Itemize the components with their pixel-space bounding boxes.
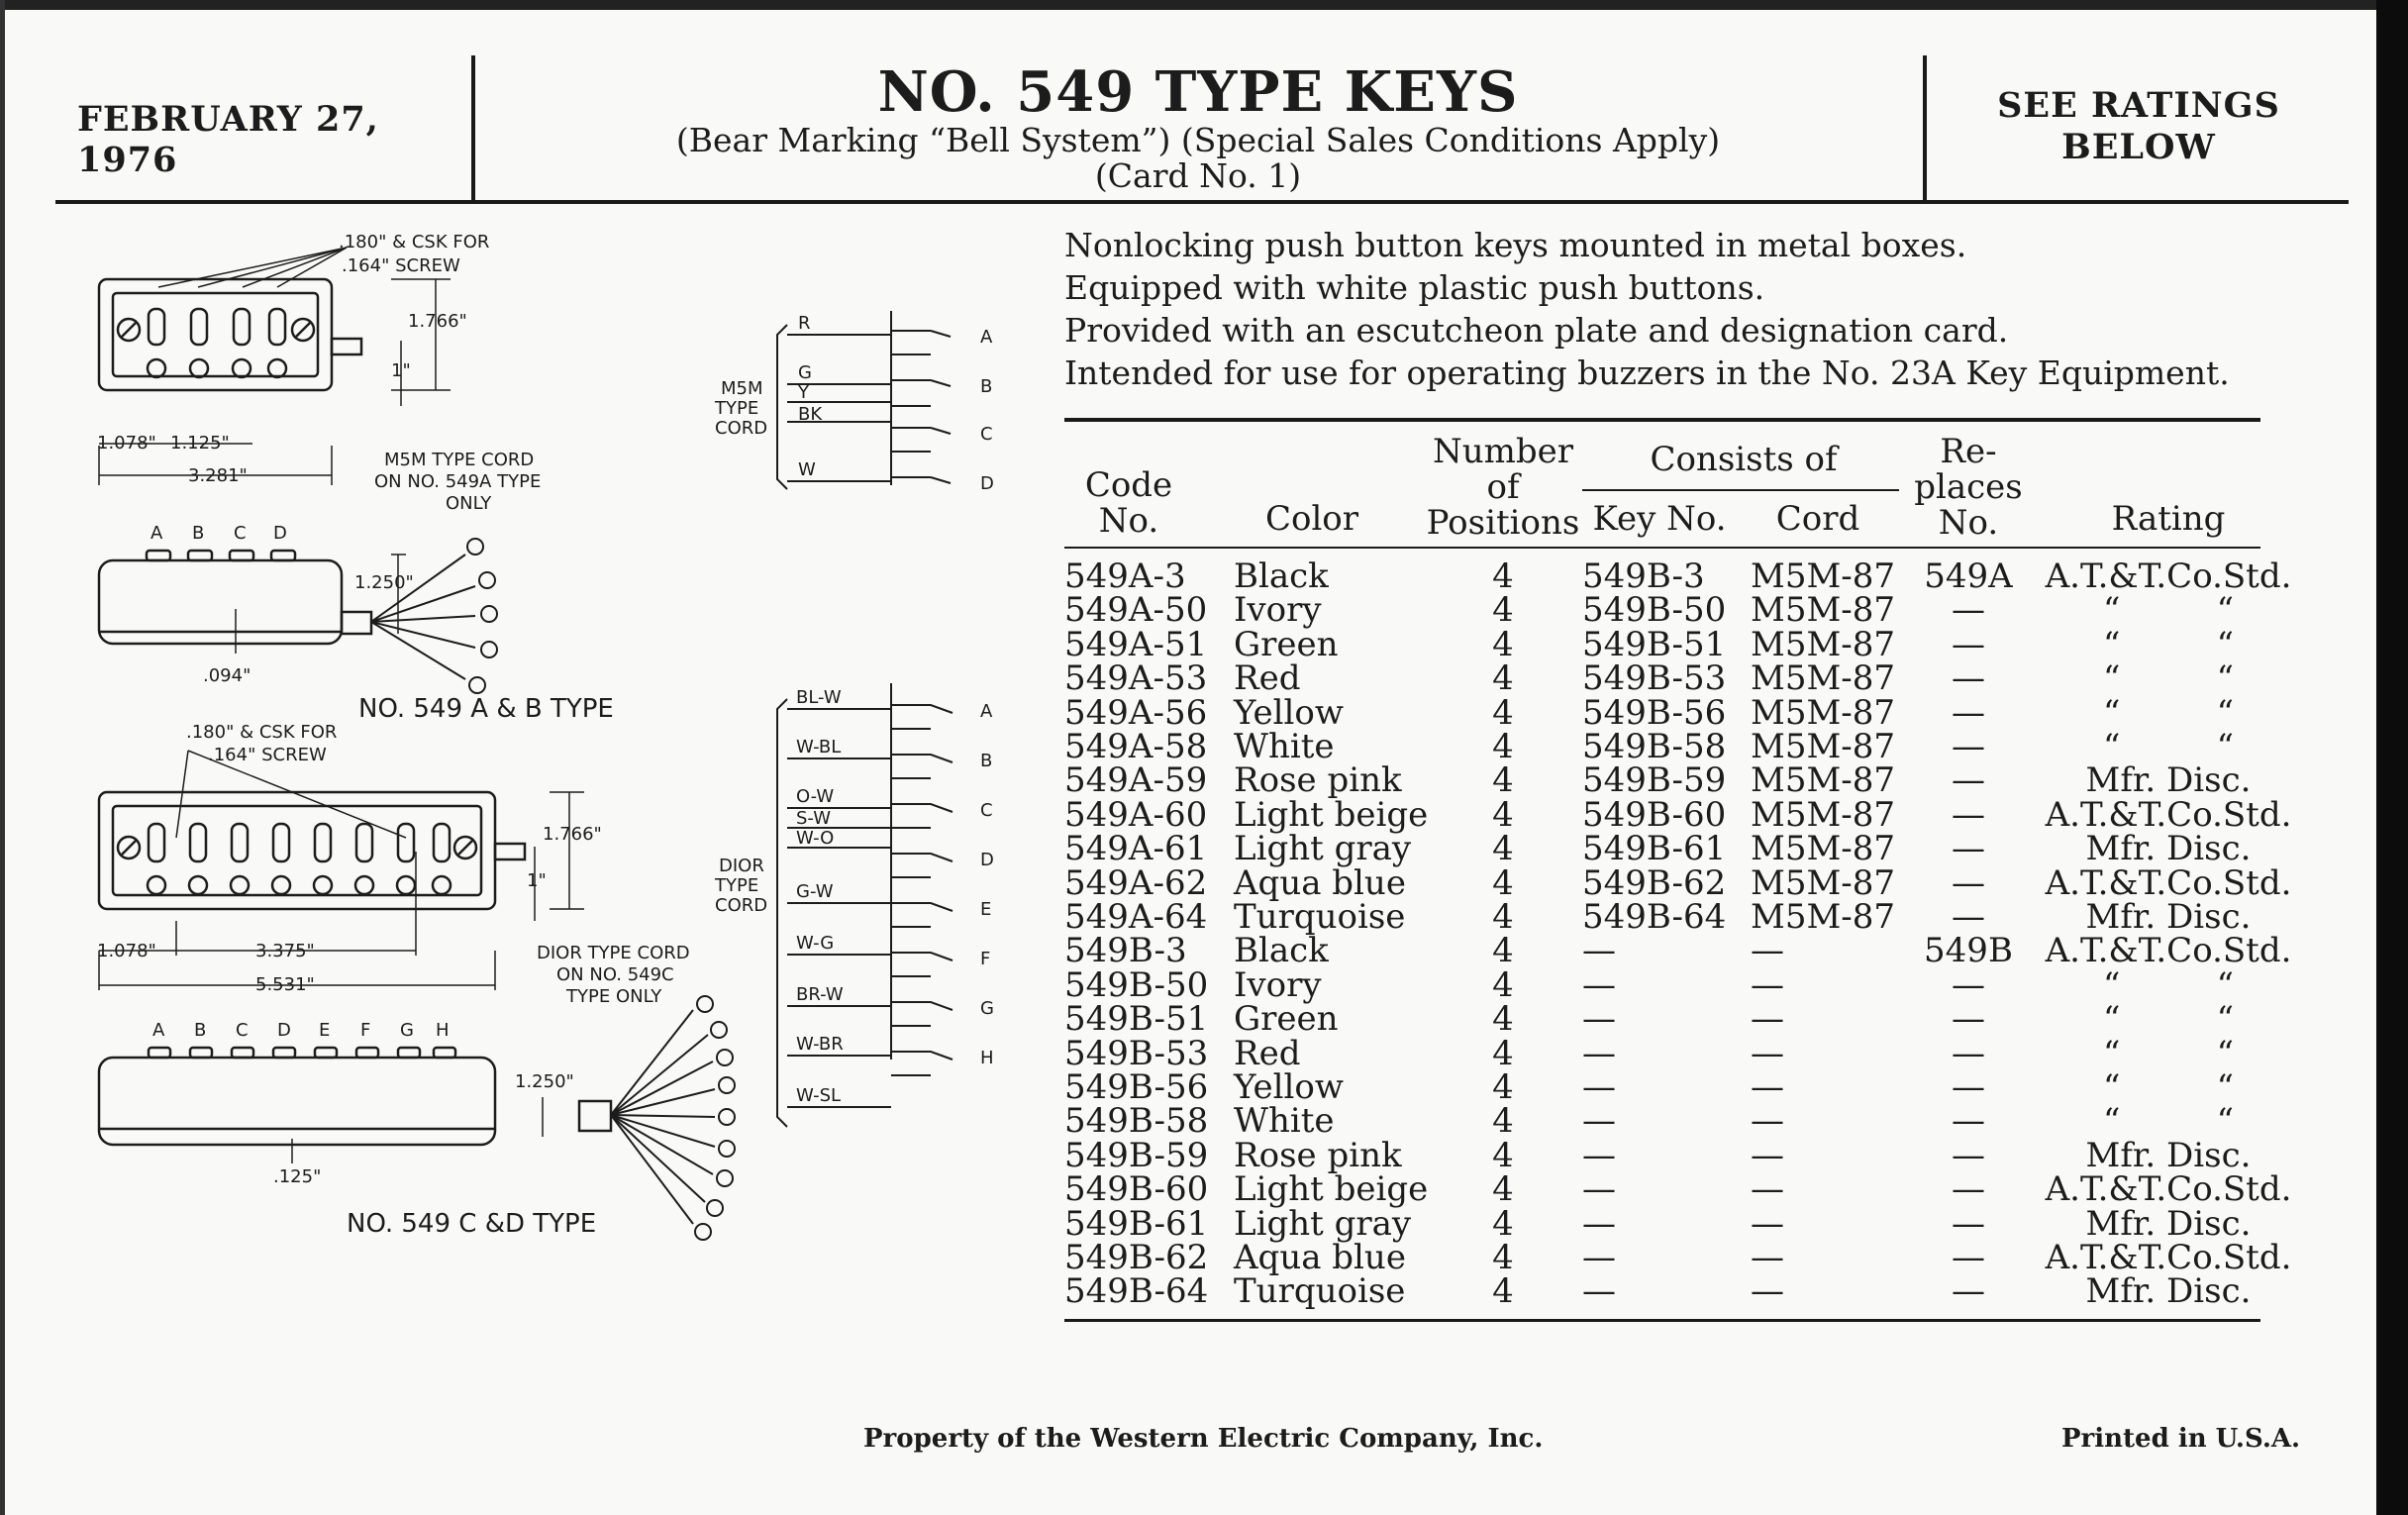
dior-switch-contact <box>891 705 953 713</box>
cell-pos: 4 <box>1492 692 1514 733</box>
cell-cord: M5M-87 <box>1751 624 1896 664</box>
cell-key: 549B-56 <box>1582 692 1727 733</box>
dior-label-line: CORD <box>715 895 768 916</box>
key-letter-ab: D <box>273 523 287 544</box>
cell-color: Red <box>1234 658 1301 699</box>
cell-color: Green <box>1234 999 1339 1040</box>
push-button-ab <box>149 309 164 345</box>
table-header-rule <box>1064 547 2260 549</box>
cord-grommet-ab <box>332 339 361 354</box>
ratings-note-line-1: SEE RATINGS <box>1997 85 2280 126</box>
m5m-terminal: D <box>980 473 994 494</box>
page-title: NO. 549 TYPE KEYS <box>877 59 1519 125</box>
dior-terminal: G <box>980 998 994 1019</box>
header-positions-line: Positions <box>1426 503 1580 543</box>
cell-rating: “ “ <box>2102 692 2235 733</box>
dim-1125-ab: 1.125" <box>170 433 230 454</box>
cell-key: — <box>1582 964 1616 1005</box>
dior-switch-contact <box>891 854 953 861</box>
cell-color: Light gray <box>1234 1203 1412 1244</box>
cell-rep: — <box>1952 1101 1985 1142</box>
key-letter-ab: B <box>192 523 205 544</box>
cord-exit-cd <box>579 1101 611 1131</box>
cell-key: — <box>1582 1101 1616 1142</box>
cell-key: 549B-3 <box>1582 556 1705 596</box>
cell-cord: — <box>1751 1238 1784 1277</box>
cell-pos: 4 <box>1492 658 1514 699</box>
footer-printed: Printed in U.S.A. <box>2061 1424 2301 1454</box>
cell-key: — <box>1582 1203 1616 1244</box>
key-letter-cd: D <box>277 1020 291 1041</box>
card-number: (Card No. 1) <box>1094 156 1302 195</box>
cell-key: — <box>1582 1271 1616 1312</box>
header-key-line: Key No. <box>1592 499 1727 539</box>
key-letter-ab: A <box>150 523 163 544</box>
cell-color: Light beige <box>1234 1169 1429 1210</box>
cell-code: 549B-58 <box>1064 1101 1209 1142</box>
cell-cord: — <box>1751 1101 1784 1142</box>
dim-5531-cd: 5.531" <box>255 974 315 995</box>
push-buttons-cd <box>149 824 450 861</box>
header-rating <box>2050 501 2287 537</box>
m5m-terminal: C <box>980 424 993 445</box>
cell-cord: M5M-87 <box>1751 760 1896 801</box>
header-rating-line: Rating <box>2111 499 2226 539</box>
cell-key: — <box>1582 1169 1616 1210</box>
dior-wire-label: BR-W <box>796 984 844 1005</box>
cell-cord: — <box>1751 1135 1784 1175</box>
issue-date: FEBRUARY 27, 1976 <box>77 99 379 180</box>
key-letter-cd: E <box>319 1020 331 1041</box>
description-line: Provided with an escutcheon plate and designation card. <box>1064 311 2009 350</box>
csk-note-cd-2: .164" SCREW <box>208 745 327 765</box>
cell-cord: M5M-87 <box>1751 658 1896 699</box>
cell-pos: 4 <box>1492 1101 1514 1142</box>
cell-code: 549B-59 <box>1064 1135 1209 1175</box>
cell-cord: — <box>1751 1033 1784 1073</box>
cell-color: Green <box>1234 624 1339 664</box>
cell-rep: 549A <box>1924 556 2013 596</box>
cell-rating: “ “ <box>2102 727 2235 766</box>
cell-code: 549A-56 <box>1064 692 1208 733</box>
cell-rep: — <box>1952 1203 1985 1244</box>
header-consists-line: Consists of <box>1650 440 1838 479</box>
cell-key: — <box>1582 1033 1616 1073</box>
ratings-note <box>1941 85 2337 168</box>
m5m-label-line: TYPE <box>715 398 759 419</box>
dior-wire-label: W-G <box>796 933 835 954</box>
cell-pos: 4 <box>1492 1067 1514 1107</box>
m5m-terminal: A <box>980 327 993 348</box>
key-letter-cd: A <box>152 1020 165 1041</box>
cell-rating: “ “ <box>2102 658 2235 699</box>
cell-rep: — <box>1952 1238 1985 1277</box>
table-bottom-rule <box>1064 1319 2260 1322</box>
push-button-ab <box>234 309 250 345</box>
dior-wire-label: O-W <box>796 786 835 807</box>
cell-color: Ivory <box>1234 964 1322 1005</box>
cell-rep: — <box>1952 964 1985 1005</box>
key-caps-cd-side <box>149 1048 455 1058</box>
cell-code: 549B-50 <box>1064 964 1209 1005</box>
dior-label-line: DIOR <box>719 856 764 876</box>
lamp-hole-ab <box>190 359 208 377</box>
cell-rating: Mfr. Disc. <box>2085 1203 2252 1244</box>
cell-rep: — <box>1952 829 1985 869</box>
cell-pos: 4 <box>1492 964 1514 1005</box>
cell-pos: 4 <box>1492 1033 1514 1073</box>
cell-key: 549B-61 <box>1582 829 1727 869</box>
cell-cord: — <box>1751 1169 1784 1210</box>
mechanical-drawing <box>0 0 1050 1287</box>
cell-color: Yellow <box>1234 692 1344 733</box>
cell-cord: M5M-87 <box>1751 590 1896 631</box>
cell-rating: Mfr. Disc. <box>2085 1135 2252 1175</box>
cell-code: 549B-64 <box>1064 1271 1209 1312</box>
cell-rep: 549B <box>1924 931 2013 971</box>
header-positions-line: of <box>1486 467 1520 507</box>
dior-wire-label: G-W <box>796 881 834 902</box>
header-cord-line: Cord <box>1775 499 1860 539</box>
m5m-wire-label: W <box>798 459 816 480</box>
cell-color: Aqua blue <box>1234 1238 1406 1277</box>
dior-terminal: H <box>980 1048 994 1068</box>
dior-switch-contact <box>891 804 953 812</box>
header-consists-rule <box>1582 489 1899 491</box>
cell-rating: A.T.&T.Co.Std. <box>2045 1238 2292 1277</box>
cell-code: 549A-51 <box>1064 624 1208 664</box>
header-key <box>1580 501 1739 537</box>
cell-pos: 4 <box>1492 1203 1514 1244</box>
m5m-cord-note-3: ONLY <box>446 493 492 514</box>
key-letter-cd: B <box>194 1020 207 1041</box>
cord-exit-ab <box>342 612 371 634</box>
m5m-wire-label: G <box>798 362 812 383</box>
cell-rating: “ “ <box>2102 590 2235 631</box>
dior-switch-contact <box>891 755 953 762</box>
cell-rating: Mfr. Disc. <box>2085 760 2252 801</box>
cell-key: — <box>1582 1135 1616 1175</box>
header-color-line: Color <box>1264 499 1359 539</box>
dior-terminal: F <box>980 949 991 969</box>
dior-wire-label: W-BL <box>796 737 842 758</box>
cell-code: 549A-61 <box>1064 829 1208 869</box>
m5m-terminal: B <box>980 376 993 397</box>
header-replaces <box>1909 434 2028 541</box>
header-divider-right <box>1923 55 1927 202</box>
dior-switch-contact <box>891 1002 953 1010</box>
lamp-hole-ab <box>148 359 165 377</box>
cell-cord: M5M-87 <box>1751 829 1896 869</box>
cell-color: Turquoise <box>1234 897 1406 937</box>
footer-property: Property of the Western Electric Company, Inc. <box>863 1424 1544 1454</box>
cell-rating: A.T.&T.Co.Std. <box>2045 556 2292 596</box>
dior-cord-note-3: TYPE ONLY <box>566 986 662 1007</box>
cell-rep: — <box>1952 794 1985 835</box>
cell-rep: — <box>1952 897 1985 937</box>
cell-cord: M5M-87 <box>1751 556 1896 596</box>
cell-code: 549A-60 <box>1064 794 1208 835</box>
m5m-wire-label: BK <box>798 404 823 425</box>
dior-cord-fan <box>611 996 735 1240</box>
dior-wire-label: S-W <box>796 808 831 829</box>
description <box>1064 224 2230 394</box>
cell-color: White <box>1234 727 1335 766</box>
cell-color: Aqua blue <box>1234 862 1406 903</box>
dior-wire-label: W-BR <box>796 1034 844 1055</box>
push-button-ab <box>191 309 207 345</box>
push-button-ab <box>269 309 285 345</box>
cell-rep: — <box>1952 692 1985 733</box>
dior-wire-label: W-O <box>796 828 835 849</box>
header-cord <box>1749 501 1887 537</box>
cell-pos: 4 <box>1492 1238 1514 1277</box>
dior-terminal: D <box>980 850 994 870</box>
csk-note-cd-1: .180" & CSK FOR <box>186 722 338 743</box>
header-consists <box>1580 442 1907 477</box>
cell-pos: 4 <box>1492 760 1514 801</box>
cell-rating: A.T.&T.Co.Std. <box>2045 862 2292 903</box>
header-positions <box>1424 434 1582 541</box>
dior-terminal: A <box>980 701 993 722</box>
cell-code: 549A-62 <box>1064 862 1208 903</box>
cell-code: 549A-53 <box>1064 658 1208 699</box>
header-replaces-line: Re- <box>1940 432 1997 471</box>
key-letter-cd: C <box>236 1020 249 1041</box>
cell-code: 549B-51 <box>1064 999 1209 1040</box>
cell-key: 549B-50 <box>1582 590 1727 631</box>
m5m-cord-note-1: M5M TYPE CORD <box>384 450 535 470</box>
cell-rep: — <box>1952 590 1985 631</box>
dim-1766-ab: 1.766" <box>408 311 467 332</box>
cell-rating: A.T.&T.Co.Std. <box>2045 931 2292 971</box>
header-code <box>1069 467 1188 539</box>
csk-note-ab-2: .164" SCREW <box>342 255 460 276</box>
cell-color: Rose pink <box>1234 760 1402 801</box>
cell-cord: — <box>1751 1203 1784 1244</box>
escutcheon-ab <box>113 293 318 376</box>
dim-094-ab: .094" <box>203 665 251 686</box>
cell-rep: — <box>1952 1169 1985 1210</box>
cell-rating: “ “ <box>2102 1033 2235 1073</box>
dim-1250-cd: 1.250" <box>515 1071 574 1092</box>
cell-cord: — <box>1751 964 1784 1005</box>
cell-cord: — <box>1751 1271 1784 1312</box>
cell-rep: — <box>1952 999 1985 1040</box>
header-code-line: No. <box>1098 501 1159 541</box>
cell-rep: — <box>1952 760 1985 801</box>
type-label-ab: NO. 549 A & B TYPE <box>358 694 614 724</box>
cell-color: Black <box>1234 556 1329 596</box>
dim-3281-ab: 3.281" <box>188 465 248 486</box>
cell-cord: M5M-87 <box>1751 862 1896 903</box>
header-replaces-line: No. <box>1938 503 1999 543</box>
m5m-wire-label: R <box>798 313 811 334</box>
dior-terminals <box>891 705 953 1075</box>
key-letter-ab: C <box>234 523 247 544</box>
cell-pos: 4 <box>1492 590 1514 631</box>
cell-rep: — <box>1952 1271 1985 1312</box>
m5m-cord-fan <box>371 539 497 693</box>
cell-pos: 4 <box>1492 556 1514 596</box>
page-subtitle: (Bear Marking “Bell System”) (Special Sales Conditions Apply) <box>675 121 1721 159</box>
description-line: Intended for use for operating buzzers in the No. 23A Key Equipment. <box>1064 354 2230 392</box>
cell-code: 549A-3 <box>1064 556 1186 596</box>
cell-key: 549B-59 <box>1582 760 1727 801</box>
header-code-line: Code <box>1084 465 1173 505</box>
cell-cord: M5M-87 <box>1751 692 1896 733</box>
cell-pos: 4 <box>1492 931 1514 971</box>
cell-rating: “ “ <box>2102 999 2235 1040</box>
cell-rep: — <box>1952 1067 1985 1107</box>
dior-cord-note-2: ON NO. 549C <box>556 964 674 985</box>
ratings-note-line-2: BELOW <box>2061 127 2216 167</box>
cell-pos: 4 <box>1492 999 1514 1040</box>
cell-rep: — <box>1952 862 1985 903</box>
cell-cord: M5M-87 <box>1751 727 1896 766</box>
cell-key: — <box>1582 1238 1616 1277</box>
m5m-label-line: CORD <box>715 418 768 439</box>
key-letter-cd: G <box>400 1020 414 1041</box>
cell-rep: — <box>1952 1135 1985 1175</box>
cell-rating: Mfr. Disc. <box>2085 1271 2252 1312</box>
cell-color: Ivory <box>1234 590 1322 631</box>
scan-edge-right <box>2376 0 2408 1515</box>
cell-color: Light beige <box>1234 794 1429 835</box>
dior-label-line: TYPE <box>715 875 759 896</box>
header-color <box>1238 501 1386 537</box>
cell-cord: — <box>1751 931 1784 971</box>
cell-rating: Mfr. Disc. <box>2085 829 2252 869</box>
dim-125-cd: .125" <box>273 1166 322 1187</box>
cell-code: 549A-58 <box>1064 727 1208 766</box>
dior-switch-contact <box>891 1052 953 1060</box>
dim-1766-cd: 1.766" <box>543 824 602 845</box>
dior-terminal: C <box>980 800 993 821</box>
dior-terminal: E <box>980 899 992 920</box>
dior-wire-label: W-SL <box>796 1085 842 1106</box>
type-label-cd: NO. 549 C &D TYPE <box>347 1209 597 1239</box>
dim-1078-ab: 1.078" <box>97 433 156 454</box>
cell-color: Red <box>1234 1033 1301 1073</box>
cell-color: Rose pink <box>1234 1135 1402 1175</box>
key-box-cd-side <box>99 1058 495 1145</box>
cell-rating: A.T.&T.Co.Std. <box>2045 1169 2292 1210</box>
lamp-holes-cd <box>148 876 451 894</box>
key-letter-cd: F <box>360 1020 371 1041</box>
cell-key: 549B-51 <box>1582 624 1727 664</box>
table-top-rule <box>1064 418 2260 422</box>
cell-rating: Mfr. Disc. <box>2085 897 2252 937</box>
cell-rating: “ “ <box>2102 964 2235 1005</box>
cell-pos: 4 <box>1492 897 1514 937</box>
lamp-hole-ab <box>268 359 286 377</box>
cell-rep: — <box>1952 658 1985 699</box>
cell-pos: 4 <box>1492 829 1514 869</box>
dim-1-ab: 1" <box>391 360 411 381</box>
dior-switch-contact <box>891 953 953 960</box>
dior-terminal: B <box>980 751 993 771</box>
cell-key: 549B-58 <box>1582 727 1727 766</box>
cell-rep: — <box>1952 1033 1985 1073</box>
cell-pos: 4 <box>1492 794 1514 835</box>
cell-rating: “ “ <box>2102 624 2235 664</box>
cell-rep: — <box>1952 727 1985 766</box>
cell-pos: 4 <box>1492 727 1514 766</box>
cell-rep: — <box>1952 624 1985 664</box>
cell-key: 549B-60 <box>1582 794 1727 835</box>
cell-pos: 4 <box>1492 1169 1514 1210</box>
cord-grommet-cd <box>495 844 525 859</box>
cell-code: 549B-61 <box>1064 1203 1209 1244</box>
cell-key: — <box>1582 931 1616 971</box>
cell-color: Black <box>1234 931 1329 971</box>
cell-code: 549B-56 <box>1064 1067 1209 1107</box>
lamp-hole-ab <box>233 359 251 377</box>
cell-pos: 4 <box>1492 624 1514 664</box>
cell-pos: 4 <box>1492 1135 1514 1175</box>
cell-code: 549B-3 <box>1064 931 1187 971</box>
cell-cord: — <box>1751 1067 1784 1107</box>
csk-note-ab-1: .180" & CSK FOR <box>339 232 490 252</box>
cell-key: 549B-62 <box>1582 862 1727 903</box>
cell-pos: 4 <box>1492 1271 1514 1312</box>
cell-color: Yellow <box>1234 1067 1344 1107</box>
cell-key: — <box>1582 1067 1616 1107</box>
key-letter-cd: H <box>436 1020 450 1041</box>
cell-key: — <box>1582 999 1616 1040</box>
cell-code: 549B-62 <box>1064 1238 1209 1277</box>
m5m-label-line: M5M <box>721 378 763 399</box>
cell-code: 549B-60 <box>1064 1169 1209 1210</box>
header-replaces-line: places <box>1914 467 2023 507</box>
dior-cord-note-1: DIOR TYPE CORD <box>537 943 690 963</box>
description-line: Equipped with white plastic push buttons. <box>1064 268 1765 307</box>
cell-cord: M5M-87 <box>1751 794 1896 835</box>
cell-cord: M5M-87 <box>1751 897 1896 937</box>
cell-code: 549A-59 <box>1064 760 1208 801</box>
cell-pos: 4 <box>1492 862 1514 903</box>
dim-3375-cd: 3.375" <box>255 941 315 961</box>
cell-key: 549B-53 <box>1582 658 1727 699</box>
dior-wire-label: BL-W <box>796 687 842 708</box>
cell-rating: A.T.&T.Co.Std. <box>2045 794 2292 835</box>
cell-color: Light gray <box>1234 829 1412 869</box>
cell-rating: “ “ <box>2102 1067 2235 1107</box>
m5m-wire-label: Y <box>798 382 809 403</box>
m5m-cord-note-2: ON NO. 549A TYPE <box>374 471 542 492</box>
dim-1078-cd: 1.078" <box>97 941 156 961</box>
cell-code: 549A-64 <box>1064 897 1208 937</box>
dim-1-cd: 1" <box>527 870 547 891</box>
cell-color: Turquoise <box>1234 1271 1406 1312</box>
dior-switch-contact <box>891 903 953 911</box>
cell-code: 549A-50 <box>1064 590 1208 631</box>
cell-color: White <box>1234 1101 1335 1142</box>
cell-code: 549B-53 <box>1064 1033 1209 1073</box>
cell-cord: — <box>1751 999 1784 1040</box>
cell-rating: “ “ <box>2102 1101 2235 1142</box>
cell-key: 549B-64 <box>1582 897 1727 937</box>
dim-1250-ab: 1.250" <box>354 572 414 593</box>
header-positions-line: Number <box>1432 432 1574 471</box>
description-line: Nonlocking push button keys mounted in metal boxes. <box>1064 226 1967 264</box>
escutcheon-cd <box>113 806 481 895</box>
